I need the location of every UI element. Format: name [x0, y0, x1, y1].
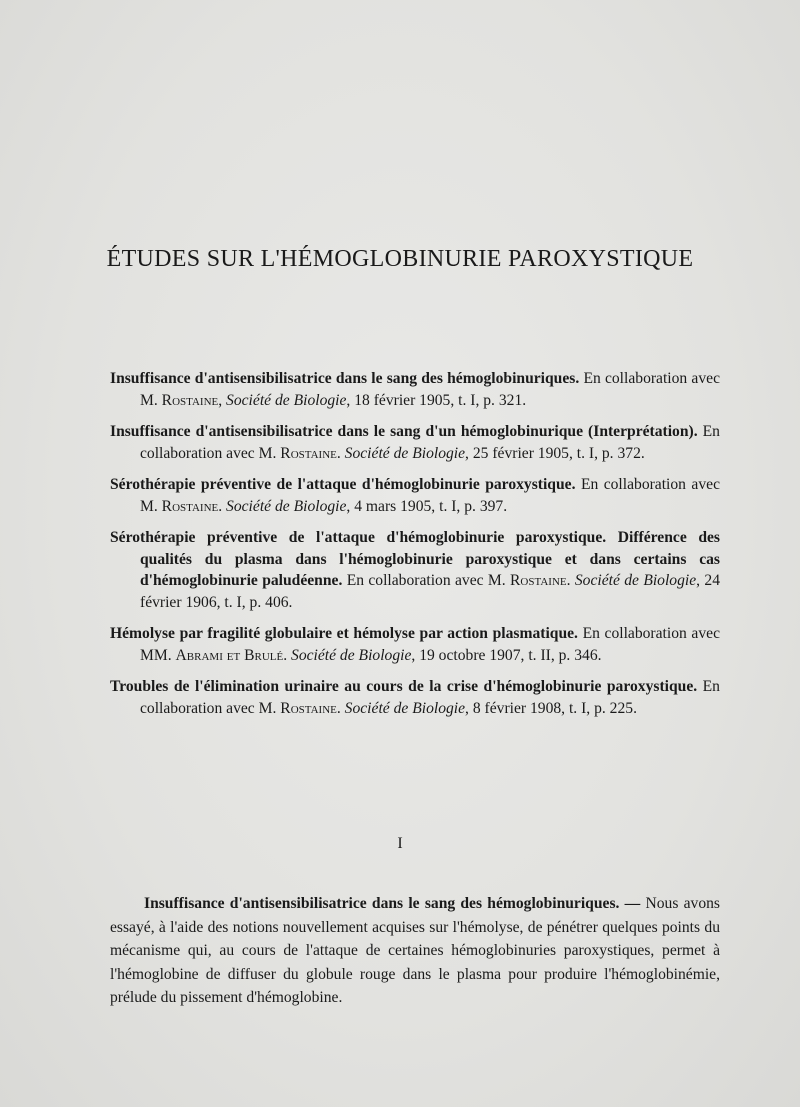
- reference-separator: .: [283, 646, 292, 664]
- reference-venue: Société de Biologie: [344, 699, 466, 717]
- reference-details: , 24 février 1906, t. I, p. 406.: [140, 572, 721, 611]
- reference-venue: Société de Biologie: [226, 497, 347, 515]
- reference-item: [110, 623, 720, 666]
- reference-list: [110, 368, 720, 729]
- reference-authors: Rostaine: [280, 444, 337, 462]
- reference-title: Insuffisance d'antisensibilisatrice dans le sang d'un hémoglobinurique (Interprétation).: [110, 423, 698, 440]
- reference-title: Troubles de l'élimination urinaire au cours de la crise d'hémoglobinurie paroxystique.: [110, 678, 698, 695]
- reference-separator: .: [336, 699, 345, 717]
- paragraph-lead: Insuffisance d'antisensibilisatrice dans le sang des hémoglobinuriques. —: [144, 895, 641, 912]
- reference-authors: Rostaine: [161, 391, 219, 409]
- reference-separator: .: [218, 497, 227, 515]
- page-title: ÉTUDES SUR L'HÉMOGLOBINURIE PAROXYSTIQUE: [106, 246, 694, 272]
- reference-authors: Rostaine: [161, 497, 219, 515]
- reference-item: [110, 676, 720, 719]
- paragraph-text: Nous avons essayé, à l'aide des notions nouvellement acquises sur l'hémolyse, de pénétrer quelques points du mécanisme qui, au cours de l'attaque de certaines hémoglobinuries paroxystiques, permet à l'hémoglobine de diffuser du globule rouge dans le plasma pour produire l'hémoglobinémie, prélude du pissement d'hémoglobine.: [110, 895, 720, 1007]
- reference-details: , 4 mars 1905, t. I, p. 397.: [346, 497, 508, 515]
- reference-details: , 25 février 1905, t. I, p. 372.: [465, 444, 645, 462]
- reference-authors: Rostaine: [280, 699, 337, 717]
- reference-item: [110, 421, 720, 464]
- reference-title: Sérothérapie préventive de l'attaque d'hémoglobinurie paroxystique.: [110, 476, 576, 493]
- reference-venue: Société de Biologie: [344, 444, 466, 462]
- reference-title: Hémolyse par fragilité globulaire et hémolyse par action plasmatique.: [110, 625, 578, 642]
- reference-separator: .: [336, 444, 345, 462]
- reference-authors: Rostaine: [510, 572, 567, 589]
- reference-separator: ,: [218, 391, 227, 409]
- body-paragraph: [110, 892, 720, 1010]
- reference-authors: Abrami et Brulé: [175, 646, 284, 664]
- reference-collab: En collaboration avec M.: [140, 678, 720, 717]
- reference-title: Insuffisance d'antisensibilisatrice dans le sang des hémoglobinuriques.: [110, 370, 580, 387]
- section-numeral: I: [397, 835, 403, 852]
- reference-separator: .: [566, 572, 575, 589]
- reference-item: [110, 527, 720, 613]
- reference-collab: En collaboration avec M.: [342, 572, 511, 589]
- reference-details: , 19 octobre 1907, t. II, p. 346.: [411, 646, 602, 664]
- reference-venue: Société de Biologie: [226, 391, 347, 409]
- reference-venue: Société de Biologie: [291, 646, 412, 664]
- reference-details: , 8 février 1908, t. I, p. 225.: [465, 699, 637, 717]
- reference-details: , 18 février 1905, t. I, p. 321.: [346, 391, 527, 409]
- reference-title: Sérothérapie préventive de l'attaque d'hémoglobinurie paroxystique. Différence des qualités du plasma dans l'hémoglobinurie paroxystique et dans certains cas d'hémoglobinurie paludéenne.: [110, 529, 720, 589]
- reference-collab: En collaboration avec M.: [140, 370, 720, 409]
- reference-collab: En collaboration avec M.: [140, 476, 720, 515]
- reference-collab: En collaboration avec M.: [140, 423, 720, 462]
- reference-item: [110, 368, 720, 411]
- reference-item: [110, 474, 720, 517]
- reference-collab: En collaboration avec MM.: [140, 625, 720, 664]
- reference-venue: Société de Biologie: [574, 572, 697, 589]
